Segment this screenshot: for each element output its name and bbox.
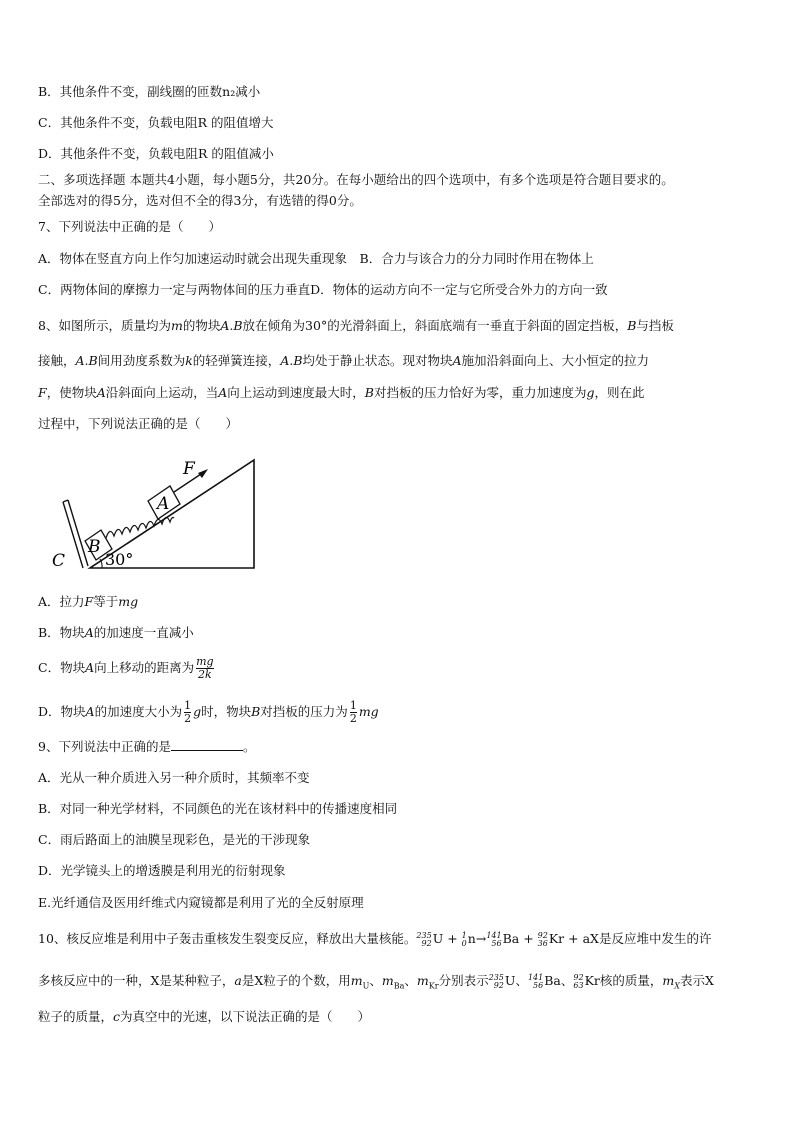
- q9-option-e: E.光纤通信及医用纤维式内窥镜都是利用了光的全反射原理: [38, 895, 364, 910]
- label-a: A: [157, 494, 170, 514]
- q10-line-3: 粒子的质量，c为真空中的光速，以下说法正确的是（ ）: [38, 1009, 371, 1024]
- label-f: F: [183, 459, 195, 479]
- q10-line-1: 10、核反应堆是利用中子轰击重核发生裂变反应，释放出大量核能。 235 92 U + 1 0 n→ 141 56 Ba + 92 36 Kr + aX是反应堆中发生的许: [38, 930, 712, 948]
- nuclide-u-numbers: 235 92: [416, 930, 432, 948]
- q8-option-c: C．物块A向上移动的距离为 $\frac{mg}{2k}$: [38, 655, 214, 681]
- q7-stem: 7、下列说法中正确的是（ ）: [38, 219, 221, 234]
- q8-option-a: A．拉力F等于mg: [38, 594, 139, 609]
- label-c: C: [52, 551, 66, 571]
- q9-option-b: B．对同一种光学材料，不同颜色的光在该材料中的传播速度相同: [38, 801, 398, 816]
- section-2-scoring: 全部选对的得5分，选对但不全的得3分，有选错的得0分。: [38, 193, 362, 208]
- q9-option-c: C．雨后路面上的油膜呈现彩色，是光的干涉现象: [38, 832, 311, 847]
- q7-options-cd: C．两物体间的摩擦力一定与两物体间的压力垂直D．物体的运动方向不一定与它所受合外力的方向一致: [38, 282, 608, 297]
- baffle-top: [63, 500, 68, 502]
- incline-diagram: [50, 452, 260, 574]
- nuclide-u2-numbers: 235 92: [488, 972, 504, 990]
- q10-line-2: 多核反应中的一种，X是某种粒子，a是X粒子的个数，用$m_U$、$m_{Ba}$、$m_{Kr}$分别表示 235 92 U、 141 56 Ba、 92 63 Kr核的质量，$m_X$表示X: [38, 972, 714, 991]
- q8-line-2: 接触，A.B间用劲度系数为k的轻弹簧连接，A.B均处于静止状态。现对物块A施加沿斜面向上、大小恒定的拉力: [38, 353, 650, 368]
- option-d-prev: D．其他条件不变，负载电阻R 的阻值减小: [38, 146, 274, 161]
- q8-option-b: B．物块A的加速度一直减小: [38, 625, 194, 640]
- nuclide-ba-numbers: 141 56: [486, 930, 502, 948]
- section-2-heading: 二、多项选择题 本题共4小题，每小题5分，共20分。在每小题给出的四个选项中，有多个选项是符合题目要求的。: [38, 172, 674, 187]
- fraction-half-2: $\frac{1}{2}$: [349, 699, 357, 725]
- nuclide-kr2-numbers: 92 63: [573, 972, 584, 990]
- q9-stem: 9、下列说法中正确的是 。: [38, 739, 256, 754]
- baffle-plate-edge: [63, 502, 83, 568]
- q9-option-a: A．光从一种介质进入另一种介质时，其频率不变: [38, 770, 310, 785]
- baffle-plate: [68, 500, 88, 566]
- answer-blank[interactable]: [171, 738, 243, 751]
- nuclide-ba2-numbers: 141 56: [527, 972, 544, 990]
- nuclide-kr-numbers: 92 36: [537, 930, 548, 948]
- nuclide-n-numbers: 1 0: [461, 930, 467, 948]
- force-arrowhead: [198, 469, 208, 478]
- q8-line-3: F，使物块A沿斜面向上运动，当A向上运动到速度最大时，B对挡板的压力恰好为零，重力加速度为g，则在此: [38, 385, 645, 400]
- q8-line-1: 8、如图所示，质量均为m的物块A.B放在倾角为30°的光滑斜面上，斜面底端有一垂直于斜面的固定挡板，B与挡板: [38, 318, 674, 333]
- fraction-half-1: $\frac{1}{2}$: [184, 699, 192, 725]
- q9-option-d: D．光学镜头上的增透膜是利用光的衍射现象: [38, 863, 286, 878]
- option-b-prev: B．其他条件不变，副线圈的匝数n₂减小: [38, 84, 261, 99]
- fraction-mg-2k: $\frac{mg}{2k}$: [196, 655, 214, 681]
- q7-options-ab: A．物体在竖直方向上作匀加速运动时就会出现失重现象 B．合力与该合力的分力同时作用在物体上: [38, 251, 594, 266]
- q8-option-d: D．物块A的加速度大小为 $\frac{1}{2}$ g时，物块B对挡板的压力为 $\frac{1}{2}$ mg: [38, 699, 379, 725]
- label-angle: 30°: [105, 550, 134, 569]
- q8-line-4: 过程中，下列说法正确的是（ ）: [38, 416, 239, 431]
- label-b: B: [88, 537, 101, 557]
- option-c-prev: C．其他条件不变，负载电阻R 的阻值增大: [38, 115, 274, 130]
